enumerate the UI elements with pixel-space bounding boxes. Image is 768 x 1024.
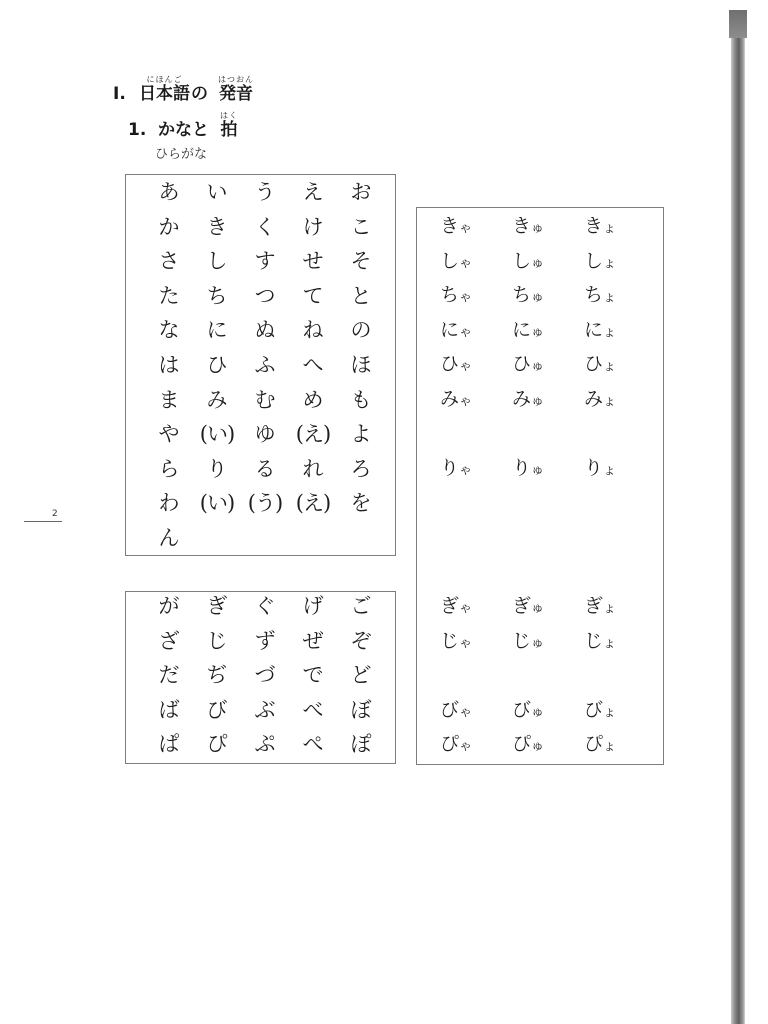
kana-cell: も [350, 387, 372, 412]
kana-cell: り [206, 456, 228, 481]
yoon-cell: りゅ [512, 457, 545, 480]
kana-cell: (い) [199, 422, 235, 447]
yoon-grid [440, 209, 656, 486]
kana-cell: ほ [350, 352, 372, 377]
kana-cell [193, 521, 241, 556]
yoon-cell: りゃ [440, 457, 473, 480]
kana-cell: ふ [254, 352, 276, 377]
kana-cell: ぬ [254, 318, 276, 343]
kana-cell: や [158, 422, 180, 447]
kana-cell: わ [158, 491, 180, 516]
kana-cell: ぺ [302, 732, 324, 757]
kana-cell: い [206, 180, 228, 204]
kana-cell: だ [158, 663, 180, 688]
kana-cell: ぐ [254, 594, 276, 618]
kana-cell: る [254, 456, 276, 481]
kana-cell: ん [158, 525, 180, 550]
kana-cell: み [206, 387, 228, 412]
yoon-cell [584, 417, 656, 452]
dakuon-grid [145, 589, 385, 762]
yoon-cell: ちゅ [512, 284, 545, 307]
kana-cell: で [302, 663, 324, 688]
kana-cell: (え) [295, 491, 331, 516]
kana-cell: れ [302, 456, 324, 481]
ruby-nihongo: にほんご [146, 75, 183, 84]
kana-cell: き [206, 214, 228, 239]
heading-word-hatsuon [218, 75, 254, 104]
kana-cell: す [254, 249, 276, 274]
hiragana-label: ひらがな [155, 147, 208, 162]
kana-cell: へ [302, 352, 324, 377]
yoon-cell: きょ [584, 215, 617, 237]
kana-cell: ぎ [206, 594, 228, 618]
page-spine-cap [729, 10, 747, 38]
yoon-cell: ぴょ [584, 733, 617, 756]
yoon-cell: じょ [584, 629, 617, 652]
kana-cell: ぴ [206, 732, 228, 757]
kana-cell: け [302, 214, 324, 239]
kana-cell: ご [350, 594, 372, 618]
heading-nihongo: 日本語 [139, 84, 190, 104]
kana-cell: え [302, 180, 324, 204]
yoon-cell: ぴゅ [512, 733, 545, 756]
subsection-text: かなと [158, 120, 209, 140]
yoon-cell: きゅ [512, 215, 545, 237]
yoon-cell: ちょ [584, 284, 617, 307]
kana-cell: ば [158, 697, 180, 722]
yoon-cell: にゃ [440, 318, 473, 341]
kana-cell: さ [158, 249, 180, 274]
yoon-cell [512, 417, 584, 452]
kana-cell: び [206, 697, 228, 722]
kana-cell: た [158, 283, 180, 308]
yoon-cell [584, 658, 656, 693]
kana-cell: ず [254, 628, 276, 653]
kana-cell: が [158, 594, 180, 618]
yoon-cell: しゃ [440, 249, 473, 272]
kana-cell: ろ [350, 456, 372, 481]
kana-cell: く [254, 214, 276, 239]
kana-cell: べ [302, 697, 324, 722]
yoon-cell: にょ [584, 318, 617, 341]
page-number-rule [24, 521, 62, 522]
kana-cell: む [254, 387, 276, 412]
kana-cell: の [350, 318, 372, 343]
heading-haku: 拍 [220, 120, 238, 140]
yoon-cell: びょ [584, 698, 617, 721]
yoon-cell: じゅ [512, 629, 545, 652]
kana-cell: ゆ [254, 422, 276, 447]
kana-cell: ぜ [302, 628, 324, 653]
yoon-cell: ひゅ [512, 353, 545, 376]
kana-cell: そ [350, 249, 372, 274]
kana-cell: て [302, 283, 324, 308]
page-spine [731, 10, 745, 1024]
yoon-cell: みょ [584, 387, 617, 410]
kana-cell: う [254, 180, 276, 204]
kana-cell: つ [254, 283, 276, 308]
heading-word-nihongo [139, 75, 190, 104]
heading-hatsuon: 発音 [219, 84, 253, 104]
kana-cell: ち [206, 283, 228, 308]
yoon-cell: ぎゅ [512, 595, 545, 617]
kana-cell: ぞ [350, 628, 372, 653]
kana-cell: せ [302, 249, 324, 274]
kana-cell: に [206, 318, 228, 343]
ruby-hatsuon: はつおん [218, 75, 254, 84]
yoon-cell: しょ [584, 249, 617, 272]
yoon-cell: じゃ [440, 629, 473, 652]
kana-cell: な [158, 318, 180, 343]
seion-grid [145, 175, 385, 556]
kana-cell: か [158, 214, 180, 239]
kana-cell: づ [254, 663, 276, 688]
kana-cell [337, 521, 385, 556]
kana-cell: ぢ [206, 663, 228, 688]
ruby-haku: はく [220, 111, 238, 120]
yoon-dakuon-grid [440, 589, 656, 762]
kana-cell: を [350, 491, 372, 516]
yoon-cell: ぴゃ [440, 733, 473, 756]
kana-cell: ぼ [350, 697, 372, 722]
kana-cell: ぷ [254, 732, 276, 757]
yoon-cell: ひゃ [440, 353, 473, 376]
yoon-cell: みゃ [440, 387, 473, 410]
yoon-cell [440, 417, 512, 452]
yoon-cell: にゅ [512, 318, 545, 341]
yoon-cell: ちゃ [440, 284, 473, 307]
kana-cell: は [158, 352, 180, 377]
section-number: Ⅰ. [113, 84, 126, 104]
kana-cell: じ [206, 628, 228, 653]
kana-cell: こ [350, 214, 372, 239]
subsection-number: 1. [128, 120, 147, 140]
yoon-cell: びゃ [440, 698, 473, 721]
kana-cell: ら [158, 456, 180, 481]
kana-cell: げ [302, 594, 324, 618]
yoon-cell: ぎゃ [440, 595, 473, 617]
kana-cell: (え) [295, 422, 331, 447]
kana-cell: ぱ [158, 732, 180, 757]
kana-cell: と [350, 283, 372, 308]
yoon-cell: ひょ [584, 353, 617, 376]
yoon-cell: ぎょ [584, 595, 617, 617]
kana-cell: ね [302, 318, 324, 343]
kana-cell: あ [158, 180, 180, 204]
kana-cell: (い) [199, 491, 235, 516]
heading-particle: の [191, 84, 208, 104]
kana-cell: ど [350, 663, 372, 688]
kana-cell: ざ [158, 628, 180, 653]
yoon-cell: りょ [584, 457, 617, 480]
kana-cell [241, 521, 289, 556]
yoon-cell: しゅ [512, 249, 545, 272]
kana-cell: め [302, 387, 324, 412]
yoon-cell: びゅ [512, 698, 545, 721]
kana-cell: お [350, 180, 372, 204]
yoon-cell: みゅ [512, 387, 545, 410]
kana-cell [289, 521, 337, 556]
yoon-cell [512, 658, 584, 693]
kana-cell: し [206, 249, 228, 274]
kana-cell: ま [158, 387, 180, 412]
heading-word-haku [220, 111, 238, 140]
yoon-cell: きゃ [440, 215, 473, 237]
kana-cell: よ [350, 422, 372, 447]
kana-cell: ぽ [350, 732, 372, 757]
kana-cell: ひ [206, 352, 228, 377]
kana-cell: (う) [247, 491, 283, 516]
yoon-cell [440, 658, 512, 693]
page-number: 2 [52, 509, 58, 519]
kana-cell: ぶ [254, 697, 276, 722]
